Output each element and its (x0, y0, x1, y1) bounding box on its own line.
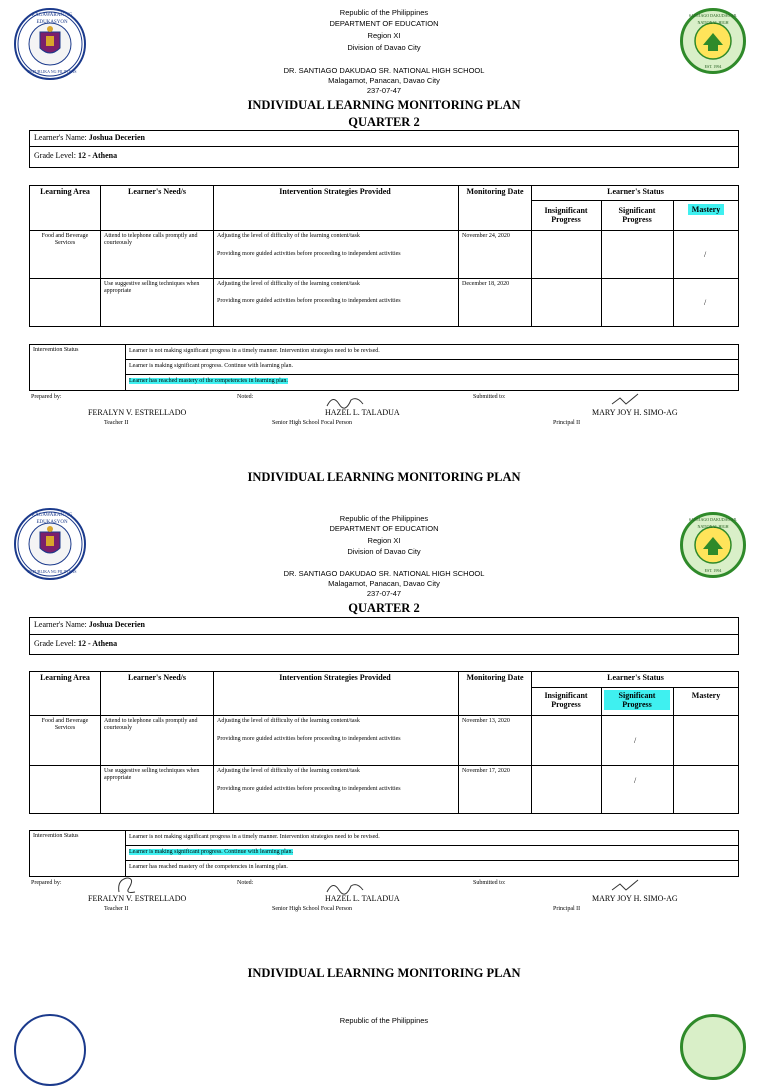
intervention-status-2: Learner is making significant progress. Continue with learning plan. (129, 363, 293, 369)
learner-name-label-2: Learner's Name: (34, 620, 87, 629)
cell-date-1-2: November 13, 2020 (462, 718, 510, 724)
cell-need-1: Attend to telephone calls promptly and courteously (104, 233, 198, 246)
header-school-id: 237-07-47 (366, 86, 402, 95)
th-insignificant-progress-2: Insignificant Progress (544, 691, 588, 709)
intervention-status-3 (129, 378, 288, 385)
header-dept-2: DEPARTMENT OF EDUCATION (329, 524, 439, 533)
cell-need-2-2: Use suggestive selling techniques when appropriate (104, 768, 200, 781)
cell-learning-area: Food and Beverage Services (41, 233, 89, 246)
th-learners-needs-2: Learner's Need/s (128, 673, 186, 682)
intervention-label: Intervention Status (33, 347, 79, 353)
header-dept: DEPARTMENT OF EDUCATION (329, 19, 439, 28)
cell-date-2: December 18, 2020 (462, 281, 510, 287)
th-significant-progress-2 (604, 690, 670, 710)
cell-need-2: Use suggestive selling techniques when appropriate (104, 281, 200, 294)
cell-significant-2-2: / (634, 776, 637, 785)
prepared-by-label-2: Prepared by: (31, 880, 62, 886)
doc-title: INDIVIDUAL LEARNING MONITORING PLAN (247, 98, 521, 112)
th-learners-status: Learner's Status (607, 187, 664, 196)
deped-seal-top-text: KAGAWARAN NG EDUKASYON (31, 13, 73, 25)
grade-level-row-2 (34, 639, 117, 648)
th-learning-area: Learning Area (40, 187, 90, 196)
learner-name-row-2 (34, 620, 145, 629)
header-division-2: Division of Davao City (347, 547, 421, 556)
signature-principal (610, 392, 640, 408)
th-learners-needs: Learner's Need/s (128, 187, 186, 196)
intervention-status-3-2: Learner has reached mastery of the competencies in learning plan. (129, 864, 288, 870)
header-school-id-2: 237-07-47 (366, 589, 402, 598)
principal-name: MARY JOY H. SIMO-AG (592, 408, 678, 417)
school-seal-year-2: EST. 1994 (704, 568, 722, 573)
cell-learning-area-2: Food and Beverage Services (41, 718, 89, 731)
principal-name-2: MARY JOY H. SIMO-AG (592, 894, 678, 903)
learner-name: Joshua Decerien (88, 133, 145, 142)
student-info-divider (29, 146, 739, 147)
header-republic-3: Republic of the Philippines (339, 1016, 429, 1025)
teacher-role-2: Teacher II (104, 906, 129, 912)
grade-level: 12 - Athena (77, 151, 118, 160)
grade-level-label-2: Grade Level: (34, 639, 76, 648)
header-school: DR. SANTIAGO DAKUDAO SR. NATIONAL HIGH SCHOOL (283, 66, 485, 75)
deped-seal-top-text-2: KAGAWARAN NG EDUKASYON (31, 513, 73, 525)
school-seal-top-text-2: SANTIAGO DAKUDAO SR. NATIONAL HIGH (688, 517, 738, 529)
learner-name-2: Joshua Decerien (88, 620, 145, 629)
principal-role: Principal II (553, 420, 581, 426)
intervention-status-2-text-2: Learner is making significant progress. Continue with learning plan. (129, 849, 293, 855)
deped-seal-bottom-text: REPUBLIKA NG PILIPINAS (27, 69, 77, 74)
cell-significant-1-2: / (634, 736, 637, 745)
cell-date-2-2: November 17, 2020 (462, 768, 510, 774)
quarter-title-2: QUARTER 2 (348, 601, 420, 615)
deped-seal-bottom-text-2: REPUBLIKA NG PILIPINAS (27, 569, 77, 574)
quarter-title: QUARTER 2 (348, 115, 420, 129)
cell-strategy-2b-2: Providing more guided activities before proceeding to independent activities (217, 786, 401, 792)
th-mastery-2: Mastery (691, 691, 721, 700)
doc-title-2: INDIVIDUAL LEARNING MONITORING PLAN (247, 470, 521, 484)
submitted-to-label-2: Submitted to: (473, 880, 506, 886)
cell-strategy-2a: Adjusting the level of difficulty of the learning content/task (217, 281, 360, 287)
learner-name-row (34, 133, 145, 142)
focal-role: Senior High School Focal Person (272, 420, 352, 426)
th-intervention-strategies-2: Intervention Strategies Provided (279, 673, 391, 682)
doc-title-3: INDIVIDUAL LEARNING MONITORING PLAN (247, 966, 521, 980)
intervention-label-2: Intervention Status (33, 833, 79, 839)
cell-mastery-2: / (704, 298, 707, 307)
cell-strategy-1a: Adjusting the level of difficulty of the learning content/task (217, 233, 360, 239)
noted-label: Noted: (237, 394, 254, 400)
th-significant-progress: Significant Progress (618, 206, 656, 224)
header-address: Malagamot, Panacan, Davao City (328, 76, 440, 85)
submitted-to-label: Submitted to: (473, 394, 506, 400)
th-learners-status-2: Learner's Status (607, 673, 664, 682)
signature-principal-2 (610, 878, 640, 894)
noted-label-2: Noted: (237, 880, 254, 886)
school-seal-top-text: SANTIAGO DAKUDAO SR. NATIONAL HIGH (688, 13, 738, 25)
focal-name-2: HAZEL L. TALADUA (325, 894, 400, 903)
cell-mastery-1: / (704, 250, 707, 259)
header-republic-2: Republic of the Philippines (339, 514, 429, 523)
principal-role-2: Principal II (553, 906, 581, 912)
intervention-status-3-text: Learner has reached mastery of the competencies in learning plan. (129, 378, 288, 384)
cell-need-1-2: Attend to telephone calls promptly and courteously (104, 718, 198, 731)
focal-role-2: Senior High School Focal Person (272, 906, 352, 912)
th-insignificant-progress: Insignificant Progress (544, 206, 588, 224)
intervention-status-1: Learner is not making significant progress in a timely manner. Intervention strategies need to be revised. (129, 348, 380, 354)
header-school-2: DR. SANTIAGO DAKUDAO SR. NATIONAL HIGH SCHOOL (283, 569, 485, 578)
cell-date-1: November 24, 2020 (462, 233, 510, 239)
school-seal-year: EST. 1994 (704, 64, 722, 69)
th-mastery (676, 205, 736, 214)
th-monitoring-date: Monitoring Date (466, 187, 524, 196)
header-region-2: Region XI (367, 536, 401, 545)
header-region: Region XI (367, 31, 401, 40)
signature-teacher-2 (115, 874, 139, 896)
header-republic: Republic of the Philippines (339, 8, 429, 17)
teacher-role: Teacher II (104, 420, 129, 426)
th-mastery-label: Mastery (688, 204, 724, 215)
grade-level-row (34, 151, 117, 160)
th-monitoring-date-2: Monitoring Date (466, 673, 524, 682)
intervention-status-1-2: Learner is not making significant progress in a timely manner. Intervention strategies need to be revised. (129, 834, 380, 840)
header-division: Division of Davao City (347, 43, 421, 52)
grade-level-2: 12 - Athena (77, 639, 118, 648)
cell-strategy-1a-2: Adjusting the level of difficulty of the learning content/task (217, 718, 360, 724)
prepared-by-label: Prepared by: (31, 394, 62, 400)
cell-strategy-1b-2: Providing more guided activities before proceeding to independent activities (217, 736, 401, 742)
cell-strategy-2b: Providing more guided activities before proceeding to independent activities (217, 298, 401, 304)
header-address-2: Malagamot, Panacan, Davao City (328, 579, 440, 588)
th-learning-area-2: Learning Area (40, 673, 90, 682)
learner-name-label: Learner's Name: (34, 133, 87, 142)
grade-level-label: Grade Level: (34, 151, 76, 160)
cell-strategy-2a-2: Adjusting the level of difficulty of the learning content/task (217, 768, 360, 774)
focal-name: HAZEL L. TALADUA (325, 408, 400, 417)
th-significant-progress-label-2: Significant Progress (604, 690, 670, 710)
teacher-name: FERALYN V. ESTRELLADO (88, 408, 187, 417)
teacher-name-2: FERALYN V. ESTRELLADO (88, 894, 187, 903)
intervention-status-2-2 (129, 849, 293, 856)
th-intervention-strategies: Intervention Strategies Provided (279, 187, 391, 196)
cell-strategy-1b: Providing more guided activities before proceeding to independent activities (217, 251, 401, 257)
